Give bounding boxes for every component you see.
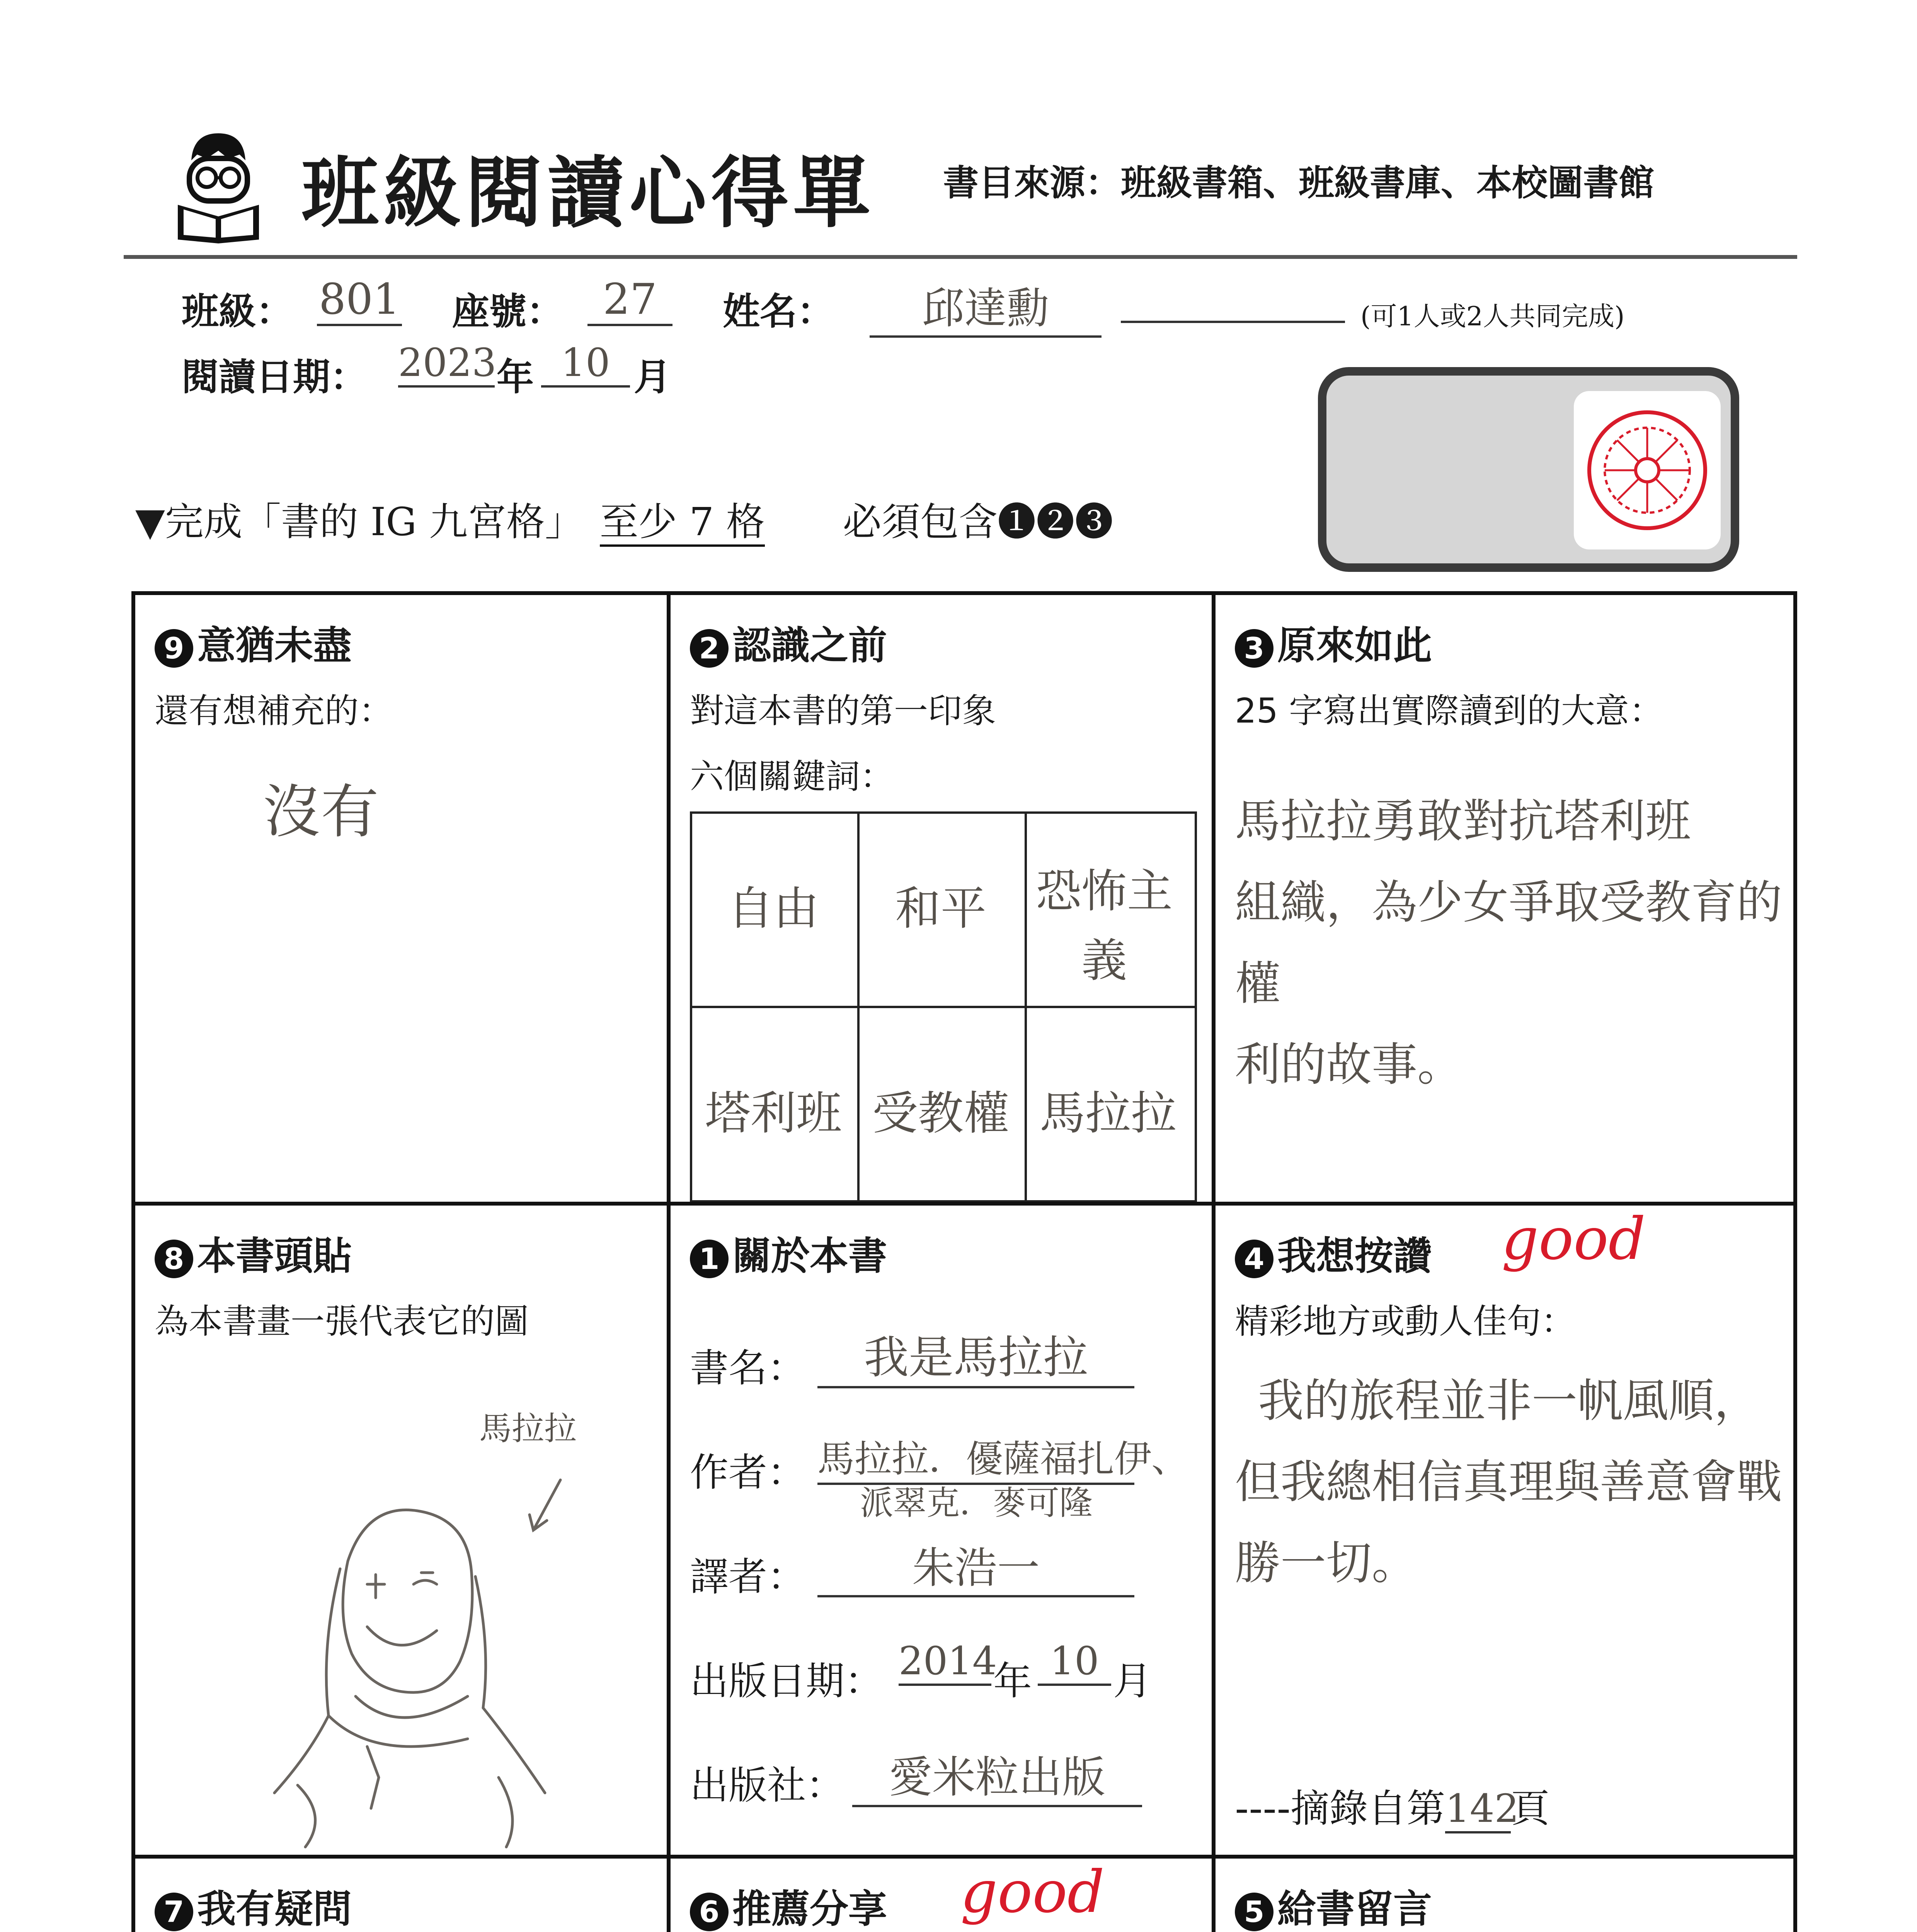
drawing-label: 馬拉拉 (479, 1410, 577, 1447)
seat-field[interactable]: 27 (587, 274, 672, 326)
instruction-suffix: 必須包含❶❷❸ (843, 499, 1113, 544)
answer-line: 我的旅程並非一帆風順， (1258, 1374, 1760, 1427)
cell-title-text: 給書留言 (1277, 1886, 1432, 1932)
pub-year-unit: 年 (993, 1658, 1032, 1704)
page-title: 班級閱讀心得單 (301, 148, 875, 238)
teacher-comment: good (960, 1859, 1105, 1926)
cell-prompt: 25 字寫出實際讀到的大意： (1235, 691, 1663, 731)
answer-line: 但我總相信真理與善意會戰 (1235, 1455, 1783, 1509)
cell-summary (1216, 595, 1793, 1202)
pub-month-unit: 月 (1113, 1658, 1152, 1704)
translator-label: 譯者： (690, 1554, 806, 1599)
grid-divider (135, 1855, 1793, 1859)
answer-line: 組織，為少女爭取受教育的權 (1235, 876, 1783, 1010)
cell-favorite-quote (1216, 1206, 1793, 1855)
page-reference (1235, 1777, 1549, 1833)
keyword-cell[interactable]: 馬拉拉 (1039, 1087, 1176, 1140)
cell-number-badge: 1 (690, 1240, 729, 1278)
keyword-table (690, 811, 1197, 1202)
cell-prompt: 精彩地方或動人佳句： (1235, 1301, 1575, 1341)
cell-title-text: 推薦分享 (732, 1886, 887, 1932)
author-label: 作者： (690, 1450, 806, 1495)
cell-book-avatar (135, 1206, 667, 1855)
pub-month-field[interactable]: 10 (1038, 1638, 1111, 1686)
date-year-field[interactable]: 2023 (398, 340, 495, 388)
cell-title-text: 意猶未盡 (197, 623, 352, 668)
grid-divider (667, 595, 671, 1932)
instruction-prefix: ▼完成「書的 IG 九宮格」 (135, 499, 584, 544)
ig-nine-grid (131, 591, 1797, 1932)
cell-title (1235, 614, 1432, 670)
book-source-note: 書目來源：班級書箱、班級書庫、本校圖書館 (943, 162, 1655, 204)
cell-recommend (671, 1859, 1212, 1932)
year-unit: 年 (497, 355, 534, 399)
seal-stamp-icon (1574, 391, 1721, 549)
cell-number-badge: 4 (1235, 1240, 1273, 1278)
class-label: 班級： (182, 290, 293, 333)
month-unit: 月 (634, 355, 671, 399)
translator-field[interactable]: 朱浩一 (817, 1534, 1134, 1597)
author-field-line2[interactable]: 派翠克．麥可隆 (860, 1484, 1093, 1522)
cell-message (1216, 1859, 1793, 1932)
grid-divider (1212, 595, 1216, 1932)
page-prefix: ----摘錄自第 (1235, 1786, 1445, 1831)
cell-title-text: 本書頭貼 (197, 1233, 352, 1279)
cell-title-text: 關於本書 (732, 1233, 887, 1279)
instruction (135, 491, 1113, 546)
answer-text[interactable]: 沒有 (263, 779, 379, 846)
cell-prompt: 還有想補充的： (155, 691, 393, 731)
cell-title (1235, 1225, 1432, 1281)
keyword-cell[interactable]: 自由 (727, 882, 819, 935)
page-number-field[interactable]: 142 (1445, 1786, 1511, 1833)
cell-number-badge: 3 (1235, 629, 1273, 668)
answer-line: 馬拉拉勇敢對抗塔利班 (1235, 794, 1691, 848)
cell-title (690, 1225, 887, 1281)
cell-title (690, 1878, 887, 1932)
cell-before-reading (671, 595, 1212, 1202)
cell-title-text: 原來如此 (1277, 623, 1432, 668)
cell-title (1235, 1878, 1432, 1932)
cell-about-book (671, 1206, 1212, 1855)
cell-afterthoughts (135, 595, 667, 1202)
name-label: 姓名： (723, 290, 834, 333)
publisher-label: 出版社： (690, 1763, 844, 1808)
book-title-label: 書名： (690, 1345, 806, 1391)
grid-divider (135, 1202, 1793, 1206)
author-field[interactable]: 馬拉拉．優薩福扎伊、 (817, 1430, 1134, 1485)
keyword-cell[interactable]: 塔利班 (705, 1087, 842, 1140)
answer-text[interactable] (1235, 1360, 1788, 1604)
cell-title (155, 1878, 352, 1932)
cell-number-badge: 6 (690, 1893, 729, 1931)
cell-title-text: 我有疑問 (197, 1886, 352, 1932)
answer-line: 勝一切。 (1235, 1536, 1418, 1590)
keyword-cell[interactable]: 恐怖主義 (1035, 864, 1173, 987)
cell-title-text: 我想按讚 (1277, 1233, 1432, 1279)
cell-number-badge: 8 (155, 1240, 193, 1278)
instruction-underlined: 至少 7 格 (600, 499, 765, 547)
date-month-field[interactable]: 10 (541, 340, 630, 388)
name-note: (可1人或2人共同完成) (1360, 301, 1625, 332)
class-field[interactable]: 801 (317, 274, 402, 326)
cell-prompt: 對這本書的第一印象 (690, 691, 996, 731)
second-name-field[interactable] (1121, 274, 1345, 323)
keyword-cell[interactable]: 和平 (895, 882, 986, 935)
answer-line: 利的故事。 (1235, 1038, 1463, 1091)
pubdate-label: 出版日期： (690, 1658, 883, 1704)
cell-number-badge: 9 (155, 629, 193, 668)
teacher-comment: good (1502, 1206, 1646, 1273)
book-title-field[interactable]: 我是馬拉拉 (817, 1321, 1134, 1388)
pub-year-field[interactable]: 2014 (899, 1638, 991, 1686)
header-divider (124, 255, 1797, 259)
cell-prompt-keywords: 六個關鍵詞： (690, 757, 894, 796)
table-divider (692, 1006, 1195, 1008)
cell-title-text: 認識之前 (732, 623, 887, 668)
cell-title (690, 614, 887, 670)
cell-title (155, 614, 352, 670)
keyword-cell[interactable]: 受教權 (872, 1087, 1009, 1140)
cell-number-badge: 7 (155, 1893, 193, 1931)
cell-prompt: 為本書畫一張代表它的圖 (155, 1301, 529, 1341)
reader-icon (170, 128, 267, 243)
cell-number-badge: 5 (1235, 1893, 1273, 1931)
cell-title (155, 1225, 352, 1281)
cell-number-badge: 2 (690, 629, 729, 668)
date-label: 閱讀日期： (182, 355, 367, 399)
cell-questions (135, 1859, 667, 1932)
seat-label: 座號： (452, 290, 564, 333)
answer-text[interactable] (1235, 781, 1784, 1105)
name-field[interactable]: 邱達勳 (870, 274, 1102, 338)
publisher-field[interactable]: 愛米粒出版 (852, 1743, 1142, 1807)
portrait-drawing[interactable] (251, 1445, 599, 1855)
page-suffix: 頁 (1511, 1786, 1550, 1831)
stamp-box (1318, 367, 1739, 572)
